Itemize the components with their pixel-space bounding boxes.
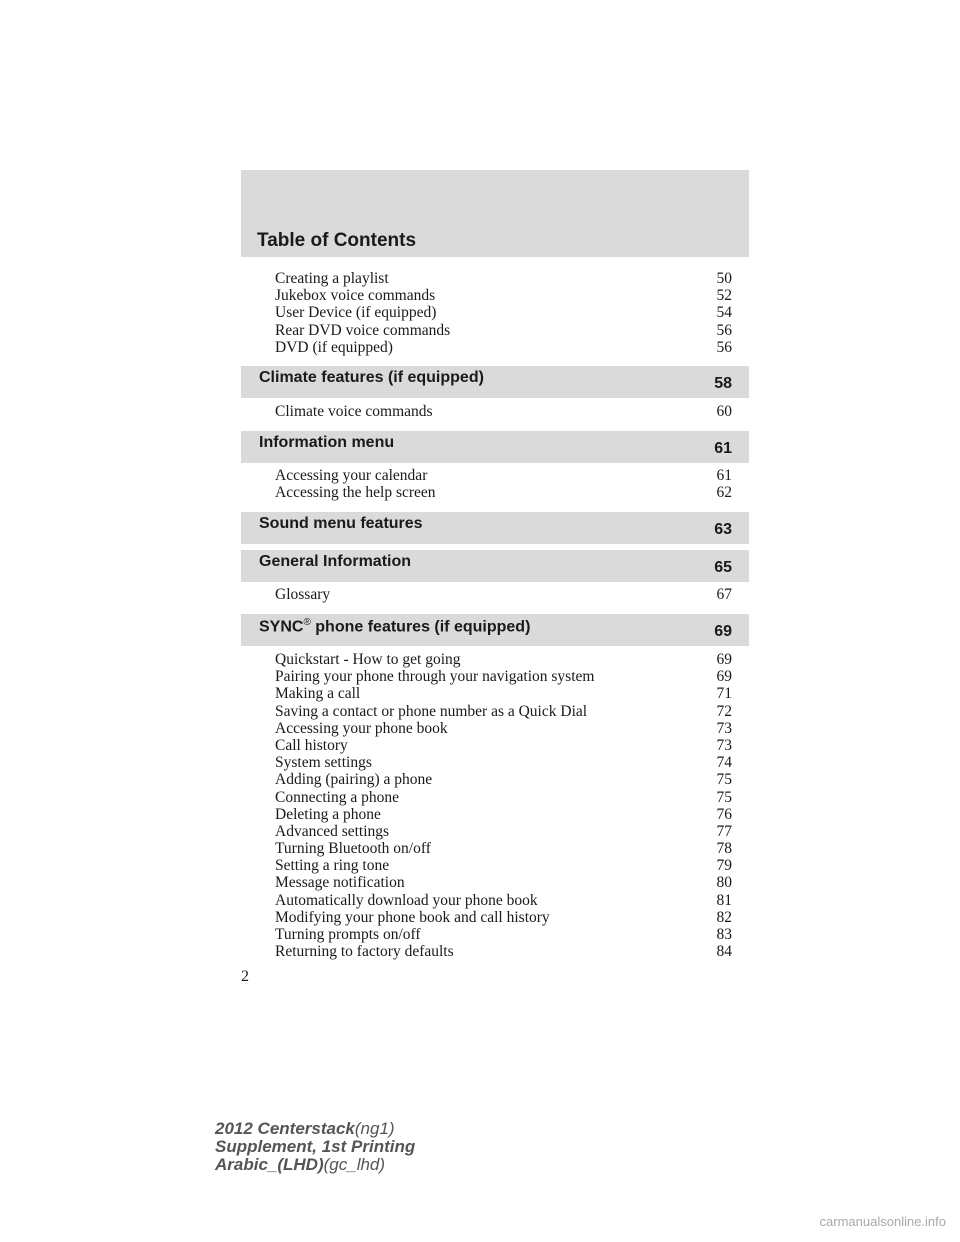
section-sound[interactable] [241, 512, 749, 544]
toc-entry-page: 73 [716, 736, 732, 754]
toc-entry-page: 67 [716, 586, 732, 603]
toc-entry-page: 75 [716, 771, 732, 789]
toc-entry[interactable] [275, 823, 732, 840]
toc-entry-page: 81 [716, 891, 732, 909]
toc-entry-label: Accessing your phone book [275, 719, 448, 737]
section-page: 65 [714, 559, 732, 576]
toc-entry-label: Climate voice commands [275, 403, 433, 420]
toc-entry[interactable] [275, 651, 732, 668]
toc-entry[interactable] [275, 789, 732, 806]
toc-entry-label: Adding (pairing) a phone [275, 771, 433, 789]
toc-entry-page: 56 [716, 321, 732, 339]
toc-entry[interactable] [275, 339, 732, 356]
section-climate[interactable] [241, 366, 749, 398]
toc-entry[interactable] [275, 703, 732, 720]
page-number: 2 [241, 968, 249, 985]
toc-entry-page: 60 [716, 403, 732, 420]
toc-entry-label: Setting a ring tone [275, 857, 390, 875]
toc-entry[interactable] [275, 874, 732, 891]
registered-mark: ® [303, 617, 311, 628]
toc-entry-label: DVD (if equipped) [275, 338, 393, 356]
toc-entry[interactable] [275, 270, 732, 287]
toc-entry-page: 79 [716, 857, 732, 875]
toc-group-top [275, 270, 732, 356]
section-title-rest: phone features (if equipped) [310, 618, 531, 636]
toc-group-sync [275, 651, 732, 960]
toc-entry[interactable] [275, 685, 732, 702]
toc-entry-page: 69 [716, 668, 732, 686]
toc-entry-label: Returning to factory defaults [275, 943, 454, 961]
section-title-prefix: SYNC [259, 618, 304, 636]
toc-entry-page: 82 [716, 908, 732, 926]
toc-entry-label: Call history [275, 736, 348, 754]
toc-entry-page: 52 [716, 287, 732, 305]
toc-entry-page: 84 [716, 943, 732, 961]
toc-entry-label: System settings [275, 754, 372, 772]
toc-entry[interactable] [275, 403, 732, 420]
section-page: 61 [714, 440, 732, 457]
footer-imprint [215, 1120, 415, 1174]
toc-entry[interactable] [275, 668, 732, 685]
toc-entry[interactable] [275, 840, 732, 857]
section-title: General Information [259, 553, 412, 570]
toc-entry[interactable] [275, 304, 732, 321]
toc-entry-page: 50 [716, 270, 732, 287]
toc-entry-page: 80 [716, 874, 732, 892]
toc-entry-label: Connecting a phone [275, 788, 399, 806]
toc-entry-page: 71 [716, 685, 732, 703]
toc-entry[interactable] [275, 467, 732, 484]
toc-group-general [275, 586, 732, 603]
toc-entry-label: Pairing your phone through your navigation system [275, 668, 595, 686]
footer-line1-bold: 2012 Centerstack [215, 1119, 355, 1138]
toc-entry[interactable] [275, 909, 732, 926]
page-title: Table of Contents [257, 230, 417, 251]
toc-entry-label: Jukebox voice commands [275, 287, 436, 305]
toc-entry[interactable] [275, 806, 732, 823]
toc-entry-label: Message notification [275, 874, 405, 892]
toc-entry-label: Saving a contact or phone number as a Quick Dial [275, 702, 588, 720]
section-info[interactable] [241, 431, 749, 463]
toc-entry-label: Glossary [275, 586, 331, 603]
toc-entry-label: Accessing your calendar [275, 467, 428, 484]
toc-group-climate [275, 403, 732, 420]
toc-entry-page: 69 [716, 651, 732, 668]
toc-entry-page: 61 [716, 467, 732, 484]
toc-entry[interactable] [275, 484, 732, 501]
toc-group-info [275, 467, 732, 501]
section-general[interactable] [241, 550, 749, 582]
toc-entry-label: User Device (if equipped) [275, 304, 437, 322]
footer-line3-bold: Arabic_(LHD) [215, 1155, 324, 1174]
toc-entry-page: 83 [716, 926, 732, 943]
toc-entry-page: 74 [716, 754, 732, 772]
toc-entry-label: Deleting a phone [275, 805, 381, 823]
toc-entry[interactable] [275, 892, 732, 909]
toc-entry-label: Rear DVD voice commands [275, 321, 451, 339]
toc-entry-page: 76 [716, 805, 732, 823]
section-title: Information menu [259, 434, 395, 451]
section-page: 63 [714, 521, 732, 538]
toc-entry-page: 73 [716, 719, 732, 737]
toc-entry[interactable] [275, 737, 732, 754]
toc-entry[interactable] [275, 771, 732, 788]
toc-entry-page: 78 [716, 840, 732, 858]
section-title: Sound menu features [259, 515, 423, 532]
section-page: 58 [714, 375, 732, 392]
toc-entry-label: Advanced settings [275, 822, 390, 840]
toc-entry-page: 75 [716, 788, 732, 806]
toc-entry[interactable] [275, 926, 732, 943]
toc-entry-page: 72 [716, 702, 732, 720]
toc-entry-label: Automatically download your phone book [275, 891, 538, 909]
section-page: 69 [714, 623, 732, 640]
toc-entry[interactable] [275, 754, 732, 771]
toc-entry-page: 56 [716, 338, 732, 356]
section-title: Climate features (if equipped) [259, 369, 484, 386]
section-title [259, 617, 530, 636]
header-band [241, 170, 749, 257]
toc-entry[interactable] [275, 720, 732, 737]
toc-entry-label: Turning Bluetooth on/off [275, 840, 431, 858]
footer-line1-rest: (ng1) [354, 1119, 395, 1138]
toc-entry-page: 77 [716, 822, 732, 840]
watermark: carmanualsonline.info [819, 1214, 946, 1229]
toc-entry[interactable] [275, 322, 732, 339]
toc-entry-page: 54 [716, 304, 732, 322]
toc-entry[interactable] [275, 586, 732, 603]
toc-entry-label: Modifying your phone book and call history [275, 908, 550, 926]
footer-line3-rest: (gc_lhd) [323, 1155, 386, 1174]
section-sync[interactable] [241, 614, 749, 646]
toc-entry[interactable] [275, 943, 732, 960]
toc-entry-page: 62 [716, 484, 732, 502]
toc-entry-label: Making a call [275, 685, 361, 703]
toc-entry-label: Turning prompts on/off [275, 926, 421, 943]
toc-entry[interactable] [275, 287, 732, 304]
toc-entry-label: Accessing the help screen [275, 484, 436, 502]
toc-entry[interactable] [275, 857, 732, 874]
toc-entry-label: Creating a playlist [275, 270, 389, 287]
footer-line2-bold: Supplement, 1st Printing [215, 1137, 416, 1156]
toc-entry-label: Quickstart - How to get going [275, 651, 461, 668]
